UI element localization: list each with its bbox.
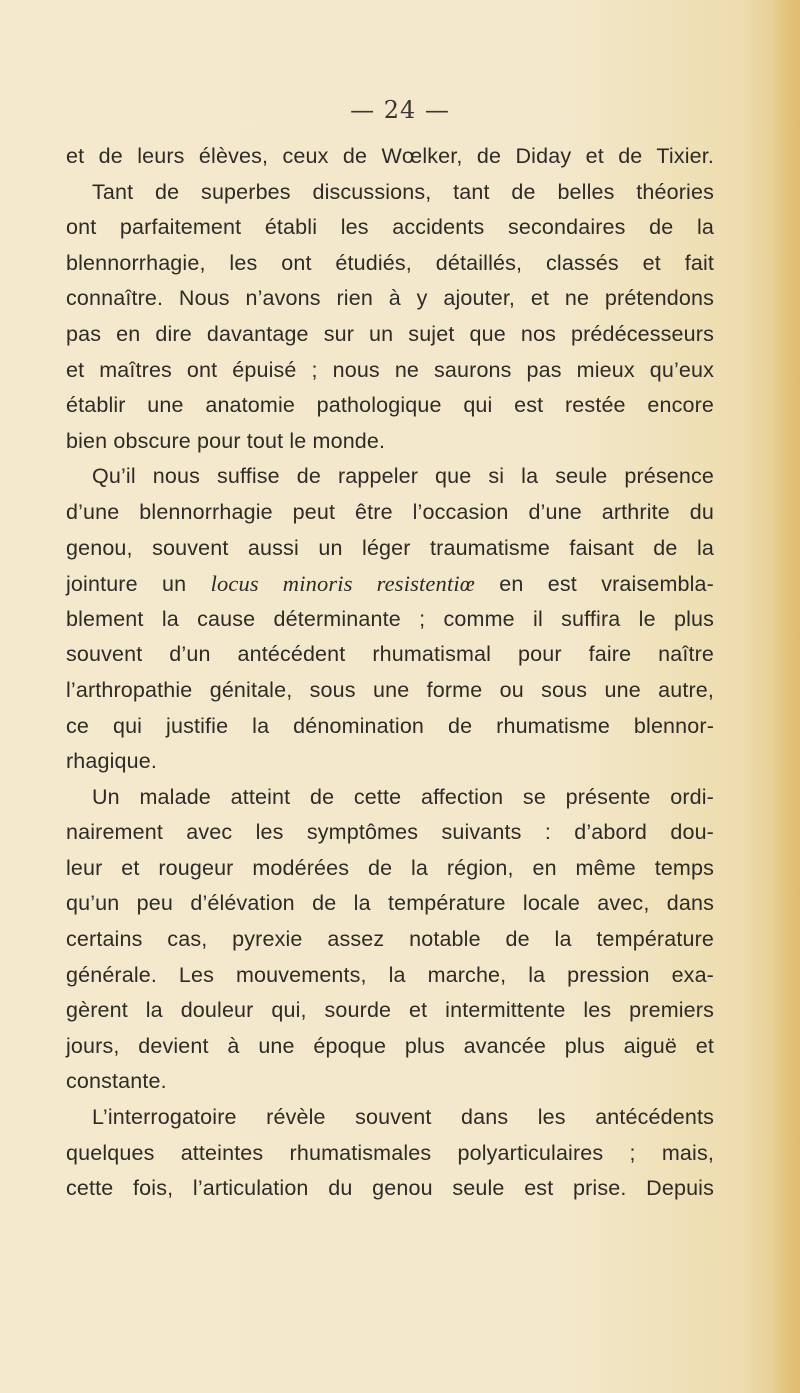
text-line-with-italic: [66, 566, 714, 602]
text-line: blennorrhagie, les ont étudiés, détaillés, classés et fait: [66, 250, 714, 275]
text-line: qu’un peu d’élévation de la température locale avec, dans: [66, 891, 714, 916]
paragraph-start-line: Tant de superbes discussions, tant de belles théories: [92, 179, 714, 204]
text-line: et maîtres ont épuisé ; nous ne saurons pas mieux qu’eux: [66, 357, 714, 382]
text-run: en est vraisembla-: [474, 572, 714, 597]
text-line: d’une blennorrhagie peut être l’occasion d’une arthrite du: [66, 499, 714, 524]
body-text: [66, 139, 714, 1207]
text-line: genou, souvent aussi un léger traumatisme faisant de la: [66, 535, 714, 560]
text-line: nairement avec les symptômes suivants : d’abord dou-: [66, 820, 714, 845]
paragraph-start-line: Un malade atteint de cette affection se présente ordi-: [92, 784, 714, 809]
text-line: générale. Les mouvements, la marche, la pression exa-: [66, 962, 714, 987]
latin-italic-phrase: locus minoris resistentiœ: [210, 571, 475, 597]
page-number: — 24 —: [350, 96, 450, 124]
text-line: ont parfaitement établi les accidents secondaires de la: [66, 215, 714, 240]
paragraph-start-line: Qu’il nous suffise de rappeler que si la seule présence: [92, 464, 714, 489]
text-line: quelques atteintes rhumatismales polyarticulaires ; mais,: [66, 1140, 714, 1165]
text-line: pas en dire davantage sur un sujet que nos prédécesseurs: [66, 321, 714, 346]
text-line: l’arthropathie génitale, sous une forme ou sous une autre,: [66, 677, 714, 702]
text-line: ce qui justifie la dénomination de rhumatisme blennor-: [66, 713, 714, 738]
text-line: jours, devient à une époque plus avancée plus aiguë et: [66, 1033, 714, 1058]
text-line: blement la cause déterminante ; comme il suffira le plus: [66, 606, 714, 631]
text-line: connaître. Nous n’avons rien à y ajouter, et ne prétendons: [66, 286, 714, 311]
text-line: certains cas, pyrexie assez notable de la température: [66, 927, 714, 952]
page-edge-shadow: [772, 0, 800, 1393]
paragraph-end-line: constante.: [66, 1069, 167, 1094]
text-line: leur et rougeur modérées de la région, en même temps: [66, 855, 714, 880]
paragraph-end-line: rhagique.: [66, 749, 158, 774]
text-line: cette fois, l’articulation du genou seule est prise. Depuis: [66, 1176, 714, 1201]
text-run: jointure un: [66, 572, 211, 597]
text-line: établir une anatomie pathologique qui est restée encore: [66, 393, 714, 418]
text-line: gèrent la douleur qui, sourde et intermittente les premiers: [66, 998, 714, 1023]
paragraph-end-line: bien obscure pour tout le monde.: [66, 428, 386, 453]
text-line: et de leurs élèves, ceux de Wœlker, de Diday et de Tixier.: [66, 144, 714, 168]
paragraph-start-line: L’interrogatoire révèle souvent dans les antécédents: [92, 1105, 714, 1130]
text-line: souvent d’un antécédent rhumatismal pour faire naître: [66, 642, 714, 667]
